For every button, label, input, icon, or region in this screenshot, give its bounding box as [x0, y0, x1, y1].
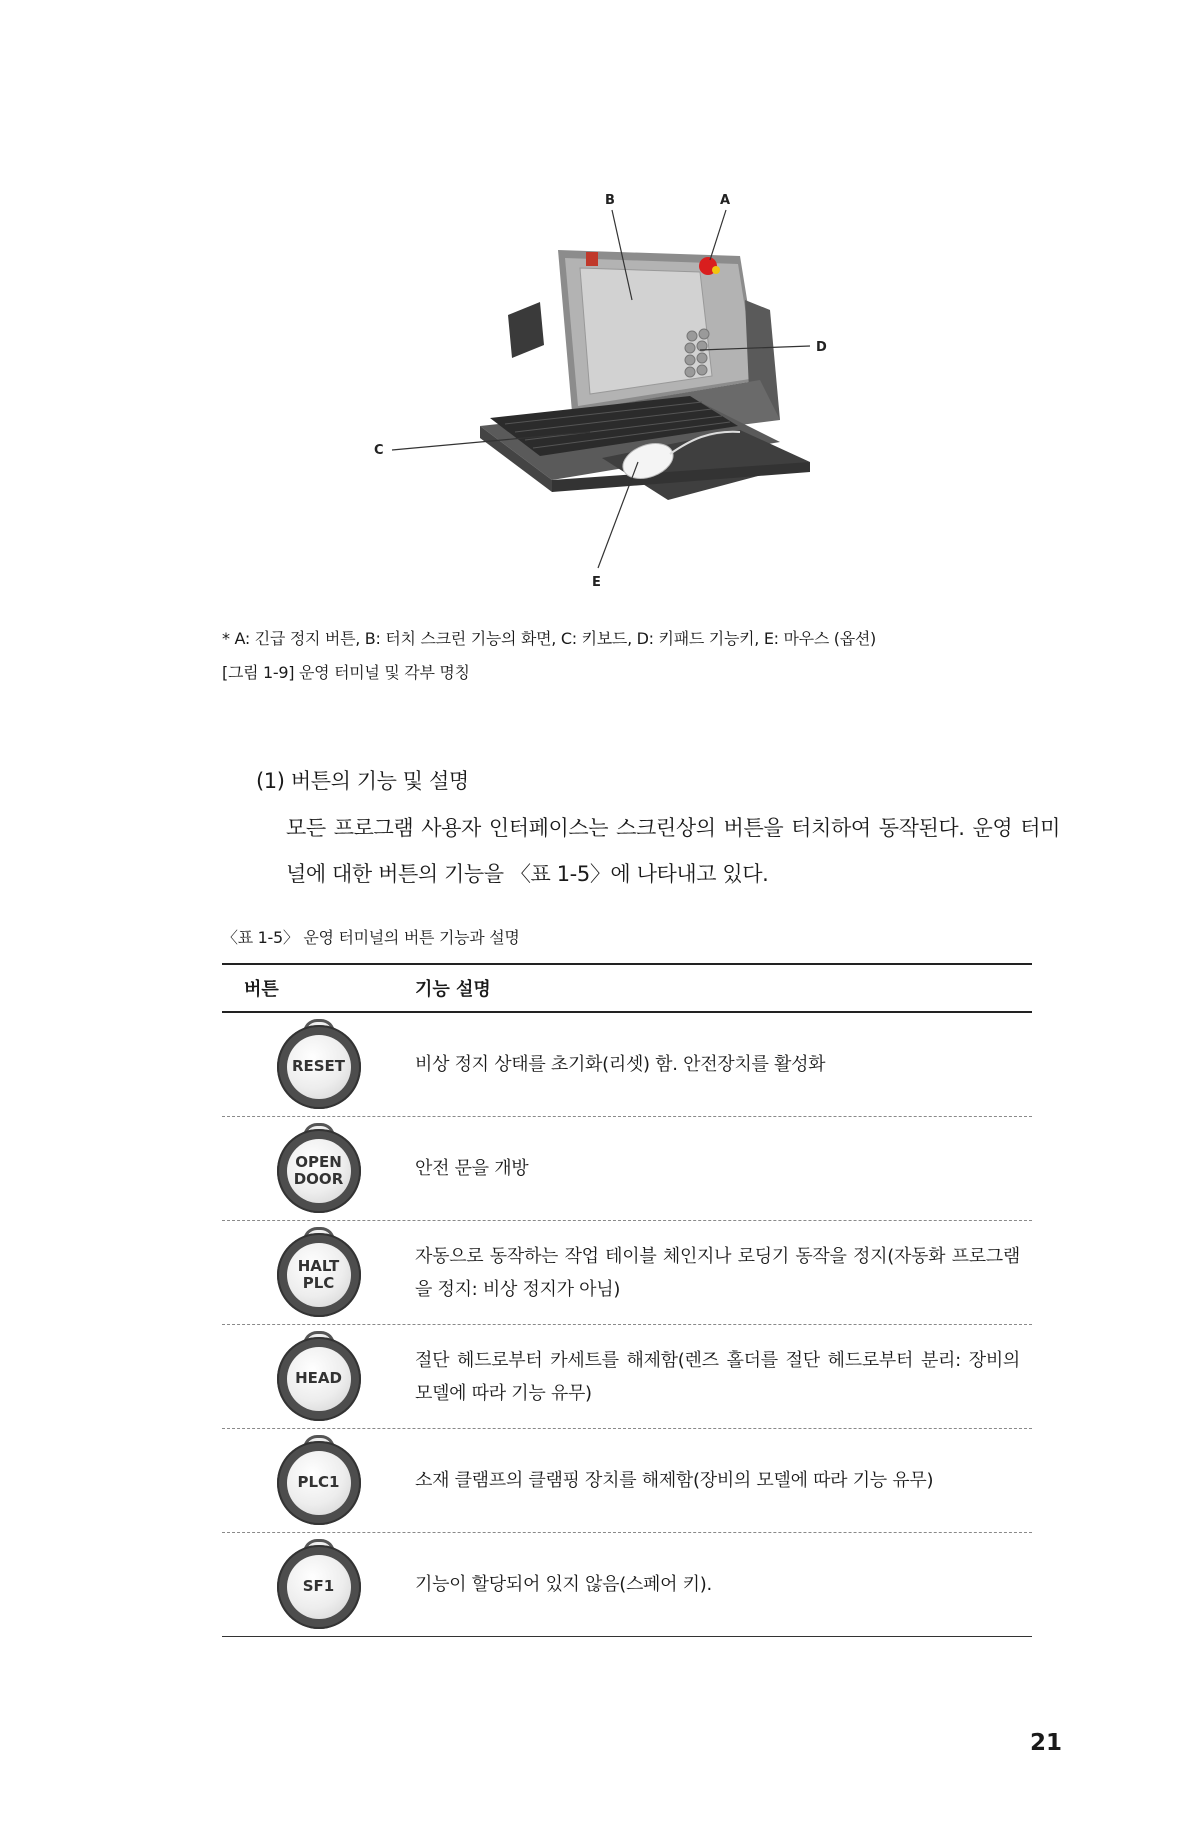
table-row — [222, 1013, 1032, 1117]
row-description: 비상 정지 상태를 초기화(리셋) 함. 안전장치를 활성화 — [415, 1054, 826, 1075]
table-row — [222, 1533, 1032, 1637]
callout-c: C — [374, 443, 384, 458]
key-label: PLC1 — [297, 1473, 340, 1491]
reset-key-icon — [277, 1019, 361, 1111]
body-paragraph: 모든 프로그램 사용자 인터페이스는 스크린상의 버튼을 터치하여 동작된다. 운영 터미널에 대한 버튼의 기능을 〈표 1-5〉에 나타내고 있다. — [286, 816, 1060, 886]
brand-mark — [586, 252, 598, 266]
callout-e: E — [592, 575, 601, 590]
open-door-key-icon — [277, 1123, 361, 1215]
row-description: 안전 문을 개방 — [415, 1158, 529, 1179]
callout-d: D — [816, 340, 827, 355]
callout-b: B — [605, 193, 615, 208]
key-label: SF1 — [302, 1577, 335, 1595]
key-label: HEAD — [295, 1369, 342, 1387]
figure-note: * A: 긴급 정지 버튼, B: 터치 스크린 기능의 화면, C: 키보드, D: 키패드 기능키, E: 마우스 (옵션) — [222, 629, 876, 648]
head-key-icon — [277, 1331, 361, 1423]
callout-a: A — [720, 193, 731, 208]
key-label: HALT — [297, 1256, 340, 1275]
key-label: OPEN — [295, 1152, 342, 1171]
row-description: 소재 클램프의 클램핑 장치를 해제함(장비의 모델에 따라 기능 유무) — [415, 1470, 934, 1491]
terminal-figure — [340, 180, 880, 620]
sf1-key-icon — [277, 1539, 361, 1631]
row-description: 기능이 할당되어 있지 않음(스페어 키). — [415, 1574, 712, 1595]
key-label: DOOR — [293, 1169, 344, 1188]
table-row — [222, 1325, 1032, 1429]
halt-plc-key-icon — [277, 1227, 361, 1319]
table-caption: 〈표 1-5〉 운영 터미널의 버튼 기능과 설명 — [222, 928, 520, 947]
row-description: 절단 헤드로부터 카세트를 해제함(렌즈 홀더를 절단 헤드로부터 분리: 장비의 모델에 따라 기능 유무) — [415, 1349, 1020, 1404]
key-label: PLC — [302, 1273, 335, 1292]
table-row — [222, 1221, 1032, 1325]
key-label: RESET — [291, 1057, 346, 1075]
page-number: 21 — [1030, 1730, 1063, 1756]
button-function-table — [222, 963, 1032, 1637]
figure-caption: [그림 1-9] 운영 터미널 및 각부 명칭 — [222, 663, 470, 682]
row-description: 자동으로 동작하는 작업 테이블 체인지나 로딩기 동작을 정지(자동화 프로그램을 정지: 비상 정지가 아님) — [415, 1245, 1020, 1300]
card-reader-shape — [508, 302, 544, 358]
table-row — [222, 1429, 1032, 1533]
table-row — [222, 1117, 1032, 1221]
plc1-key-icon — [277, 1435, 361, 1527]
operating-terminal-illustration — [340, 180, 880, 620]
header-button: 버튼 — [244, 979, 279, 1000]
section-heading: (1) 버튼의 기능 및 설명 — [256, 769, 469, 793]
header-description: 기능 설명 — [415, 979, 491, 1000]
table-header — [222, 963, 1032, 1013]
